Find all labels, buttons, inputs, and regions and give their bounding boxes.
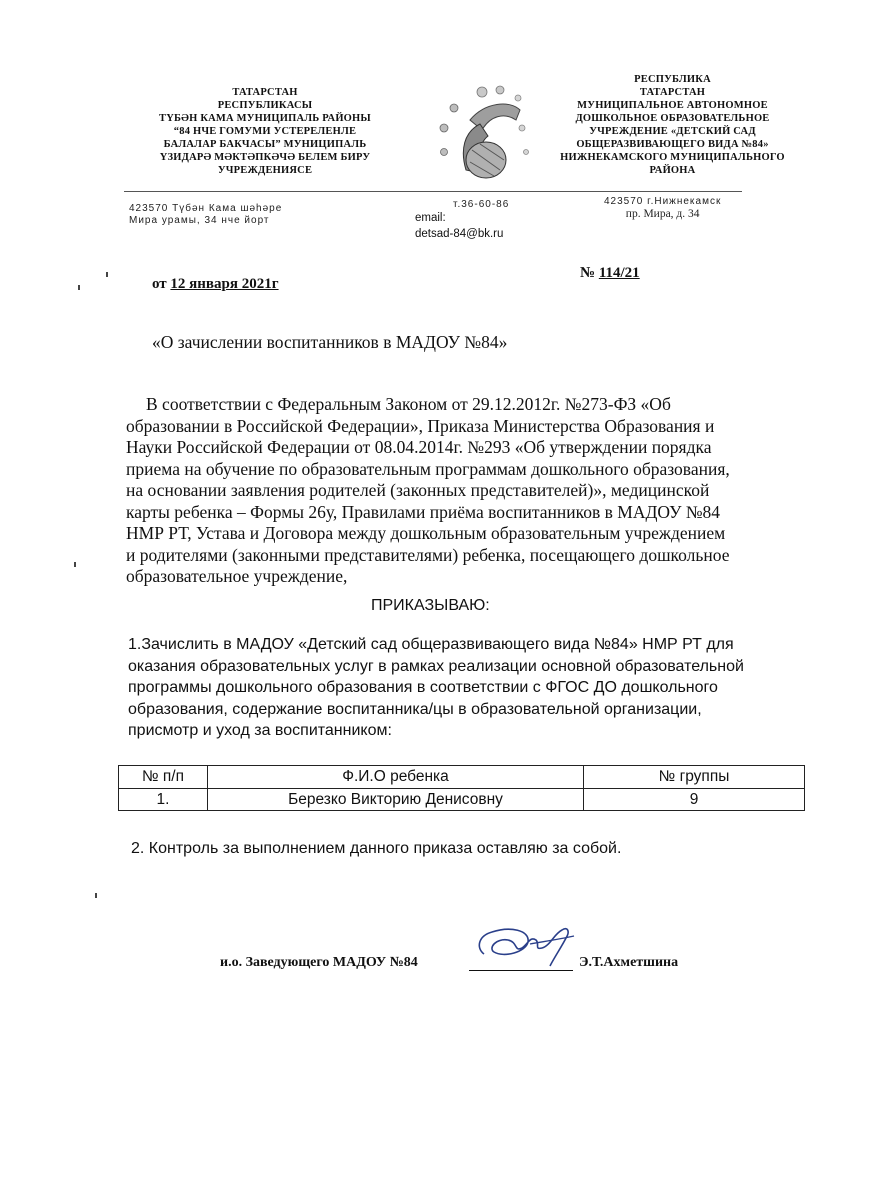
phone: т.36-60-86 xyxy=(453,199,510,210)
order-date xyxy=(152,276,279,293)
order-date-value: 12 января 2021г xyxy=(170,276,279,292)
order-number-value: 114/21 xyxy=(598,265,640,281)
address-left xyxy=(129,203,282,227)
header-left-block xyxy=(120,86,410,177)
header-right-line: МУНИЦИПАЛЬНОЕ АВТОНОМНОЕ xyxy=(577,100,768,111)
table-cell: Березко Викторию Денисовну xyxy=(208,788,584,811)
item-1-line: оказания образовательных услуг в рамках реализации основной образовательной xyxy=(128,657,744,675)
preamble xyxy=(126,394,730,588)
address-left-line: Мира урамы, 34 нче йорт xyxy=(129,215,270,226)
header-left-line: ТАТАРСТАН xyxy=(232,87,298,98)
item-1 xyxy=(128,634,744,742)
address-right-line: 423570 г.Нижнекамск xyxy=(604,196,722,207)
table-header-cell: № п/п xyxy=(119,766,208,789)
table-header-row xyxy=(119,766,805,789)
preamble-line: В соответствии с Федеральным Законом от 29.12.2012г. №273-ФЗ «Об xyxy=(146,394,671,414)
email-link[interactable]: detsad-84@bk.ru xyxy=(415,228,504,240)
handwritten-signature xyxy=(470,918,585,973)
email-label: email: xyxy=(415,212,446,224)
address-left-line: 423570 Түбән Кама шәһәре xyxy=(129,203,283,214)
children-table xyxy=(118,765,805,811)
table-row xyxy=(119,788,805,811)
signature-position: и.о. Заведующего МАДОУ №84 xyxy=(220,955,418,970)
preamble-line: карты ребенка – Формы 26у, Правилами приёма воспитанников в МАДОУ №84 xyxy=(126,501,721,522)
header-left-line: БАЛАЛАР БАКЧАСЫ” МУНИЦИПАЛЬ xyxy=(163,139,367,150)
header-divider xyxy=(124,191,742,192)
order-number-prefix: № xyxy=(580,265,596,281)
preamble-line: Науки Российской Федерации от 08.04.2014г. №293 «Об утверждении порядка xyxy=(126,437,712,457)
table-header-cell: Ф.И.О ребенка xyxy=(208,766,584,789)
item-1-line: 1.Зачислить в МАДОУ «Детский сад общеразвивающего вида №84» НМР РТ для xyxy=(128,636,734,653)
preamble-line: образовании в Российской Федерации», Приказа Министерства Образования и xyxy=(126,415,715,436)
header-right-line: УЧРЕЖДЕНИЕ «ДЕТСКИЙ САД xyxy=(589,126,756,137)
header-right-line: ТАТАРСТАН xyxy=(639,87,706,98)
document-title: «О зачислении воспитанников в МАДОУ №84» xyxy=(152,332,508,352)
preamble-line: приема на обучение по образовательным программам дошкольного образования, xyxy=(126,458,730,479)
scan-speck xyxy=(106,272,108,277)
scan-speck xyxy=(74,562,76,567)
header-right-line: ДОШКОЛЬНОЕ ОБРАЗОВАТЕЛЬНОЕ xyxy=(575,113,770,124)
item-1-line: образования, содержание воспитанника/цы в образовательной организации, xyxy=(128,700,702,718)
kindergarten-logo xyxy=(430,80,530,190)
header-right-line: НИЖНЕКАМСКОГО МУНИЦИПАЛЬНОГО xyxy=(560,152,785,163)
header-left-line: РЕСПУБЛИКАСЫ xyxy=(217,100,313,111)
preamble-line: на основании заявления родителей (законных представителей)», медицинской xyxy=(126,480,710,500)
signature-name: Э.Т.Ахметшина xyxy=(579,955,679,970)
header-right-block xyxy=(545,73,800,177)
header-right-line: РЕСПУБЛИКА xyxy=(634,74,711,85)
item-1-line: программы дошкольного образования в соответствии с ФГОС ДО дошкольного xyxy=(128,679,718,696)
header-right-line: РАЙОНА xyxy=(649,165,696,176)
header-left-line: “84 НЧЕ ГОМУМИ УСТЕРЕЛЕНЛЕ xyxy=(173,126,357,137)
table-cell: 1. xyxy=(119,788,208,811)
order-number xyxy=(580,265,640,282)
header-left-line: ҮЗИДАРӘ МӘКТӘПКӘЧӘ БЕЛЕМ БИРУ xyxy=(159,152,371,163)
preamble-line: образовательное учреждение, xyxy=(126,566,348,586)
header-left-line: УЧРЕЖДЕНИЯСЕ xyxy=(217,165,313,176)
table-header-cell: № группы xyxy=(584,766,805,789)
address-right xyxy=(604,196,721,220)
table-cell: 9 xyxy=(584,788,805,811)
decree-heading: ПРИКАЗЫВАЮ: xyxy=(371,597,490,614)
scan-speck xyxy=(78,285,80,290)
item-2: 2. Контроль за выполнением данного приказа оставляю за собой. xyxy=(131,840,622,857)
preamble-line: НМР РТ, Устава и Договора между дошкольным образовательным учреждением xyxy=(126,523,726,543)
address-right-line: пр. Мира, д. 34 xyxy=(625,208,700,220)
order-date-prefix: от xyxy=(152,276,167,292)
scan-speck xyxy=(95,893,97,898)
preamble-line: и родителями (законными представителями) ребенка, посещающего дошкольное xyxy=(126,544,730,565)
item-1-line: присмотр и уход за воспитанником: xyxy=(128,722,392,739)
header-left-line: ТҮБӘН КАМА МУНИЦИПАЛЬ РАЙОНЫ xyxy=(159,113,371,124)
header-right-line: ОБЩЕРАЗВИВАЮЩЕГО ВИДА №84» xyxy=(576,139,769,150)
